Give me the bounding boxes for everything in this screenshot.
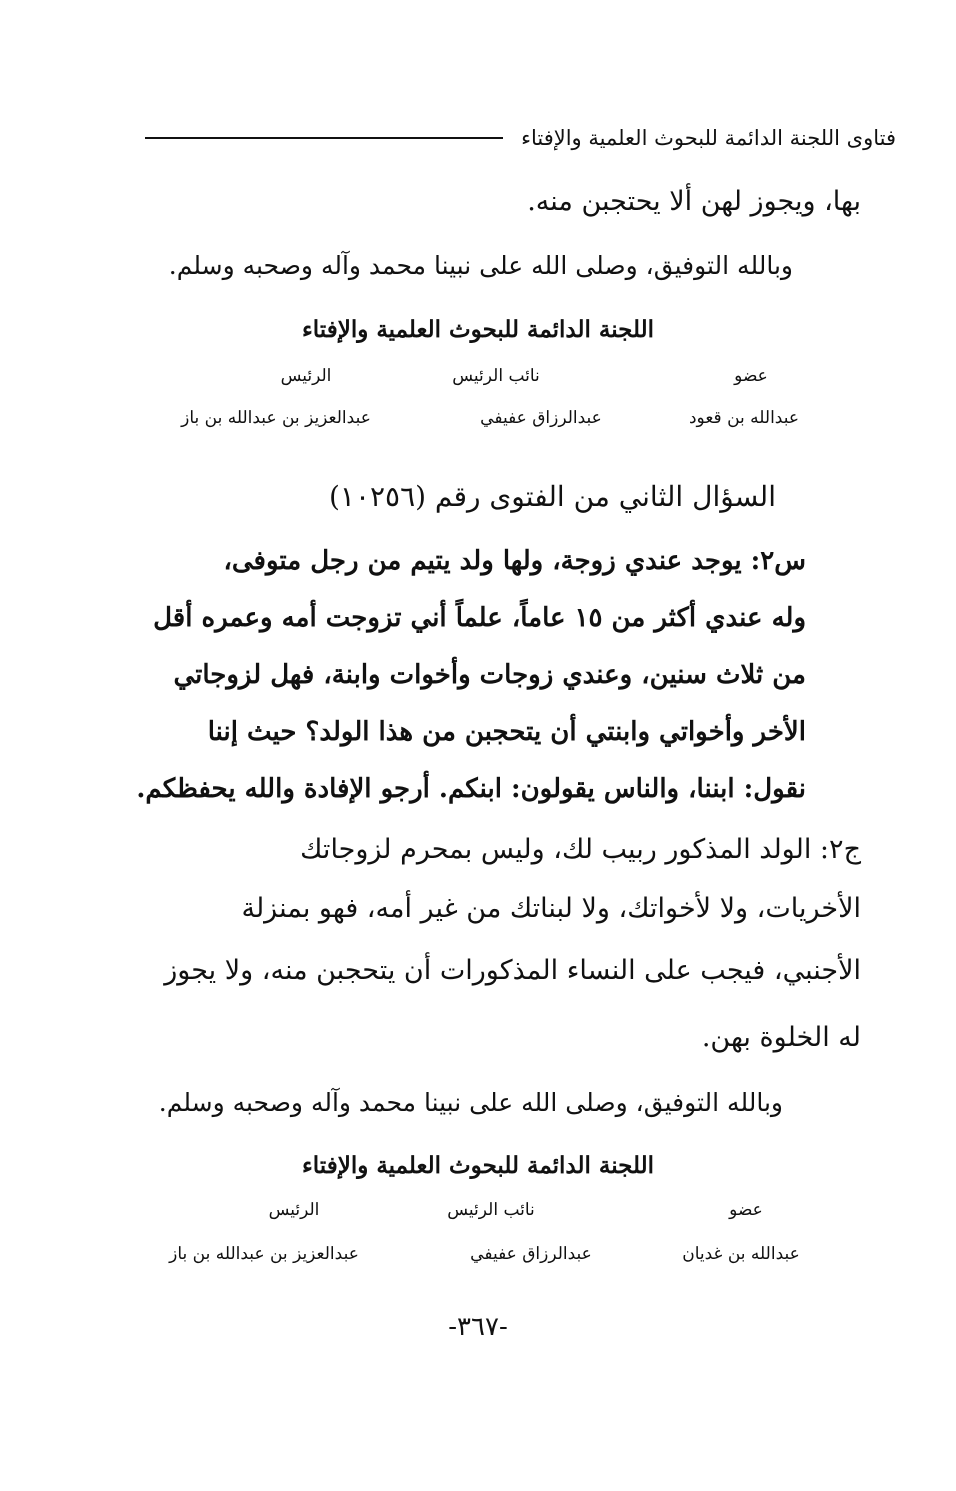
question-line-5: نقول: ابننا، والناس يقولون: ابنكم. أرجو الإفادة والله يحفظكم. xyxy=(136,774,806,804)
page-number: -٣٦٧- xyxy=(448,1312,508,1342)
header-rule xyxy=(145,137,503,139)
header-title: فتاوى اللجنة الدائمة للبحوث العلمية والإفتاء xyxy=(521,126,896,150)
answer-line-4: له الخلوة بهن. xyxy=(701,1022,861,1053)
committee-name-1: اللجنة الدائمة للبحوث العلمية والإفتاء xyxy=(301,316,655,343)
question-heading: السؤال الثاني من الفتوى رقم (١٠٢٥٦) xyxy=(328,480,776,513)
signature-role-vice-2: نائب الرئيس xyxy=(447,1200,535,1220)
answer-line-3: الأجنبي، فيجب على النساء المذكورات أن يتحجبن منه، ولا يجوز xyxy=(164,955,861,986)
signature-name-vice-2: عبدالرزاق عفيفي xyxy=(470,1244,592,1264)
answer-line-2: الأخريات، ولا لأخواتك، ولا لبناتك من غير أمه، فهو بمنزلة xyxy=(241,893,861,924)
committee-name-2: اللجنة الدائمة للبحوث العلمية والإفتاء xyxy=(301,1152,655,1179)
signature-name-member-1: عبدالله بن قعود xyxy=(688,408,799,428)
signature-name-president-1: عبدالعزيز بن عبدالله بن باز xyxy=(181,408,371,428)
closing-prayer-1: وبالله التوفيق، وصلى الله على نبينا محمد وآله وصحبه وسلم. xyxy=(168,251,793,280)
answer-line-1: ج٢: الولد المذكور ربيب لك، وليس بمحرم لزوجاتك xyxy=(300,834,861,865)
question-line-2: وله عندي أكثر من ١٥ عاماً، علماً أني تزوجت أمه وعمره أقل xyxy=(153,603,806,633)
closing-prayer-2: وبالله التوفيق، وصلى الله على نبينا محمد وآله وصحبه وسلم. xyxy=(158,1088,783,1117)
signature-role-president-2: الرئيس xyxy=(268,1200,320,1220)
signature-name-president-2: عبدالعزيز بن عبدالله بن باز xyxy=(169,1244,359,1264)
signature-role-president-1: الرئيس xyxy=(280,366,332,386)
question-line-4: الأخر وأخواتي وابنتي أن يتحجبن من هذا الولد؟ حيث إننا xyxy=(207,717,806,747)
signature-name-vice-1: عبدالرزاق عفيفي xyxy=(480,408,602,428)
running-header xyxy=(145,118,896,158)
previous-answer-tail: بها، ويجوز لهن ألا يحتجبن منه. xyxy=(527,186,861,217)
signature-role-member-1: عضو xyxy=(734,366,768,386)
question-line-1: س٢: يوجد عندي زوجة، ولها ولد يتيم من رجل متوفى، xyxy=(223,546,806,576)
signature-role-member-2: عضو xyxy=(729,1200,763,1220)
question-line-3: من ثلاث سنين، وعندي زوجات وأخوات وابنة، فهل لزوجاتي xyxy=(173,660,806,690)
signature-role-vice-1: نائب الرئيس xyxy=(452,366,540,386)
signature-name-member-2: عبدالله بن غديان xyxy=(682,1244,800,1264)
